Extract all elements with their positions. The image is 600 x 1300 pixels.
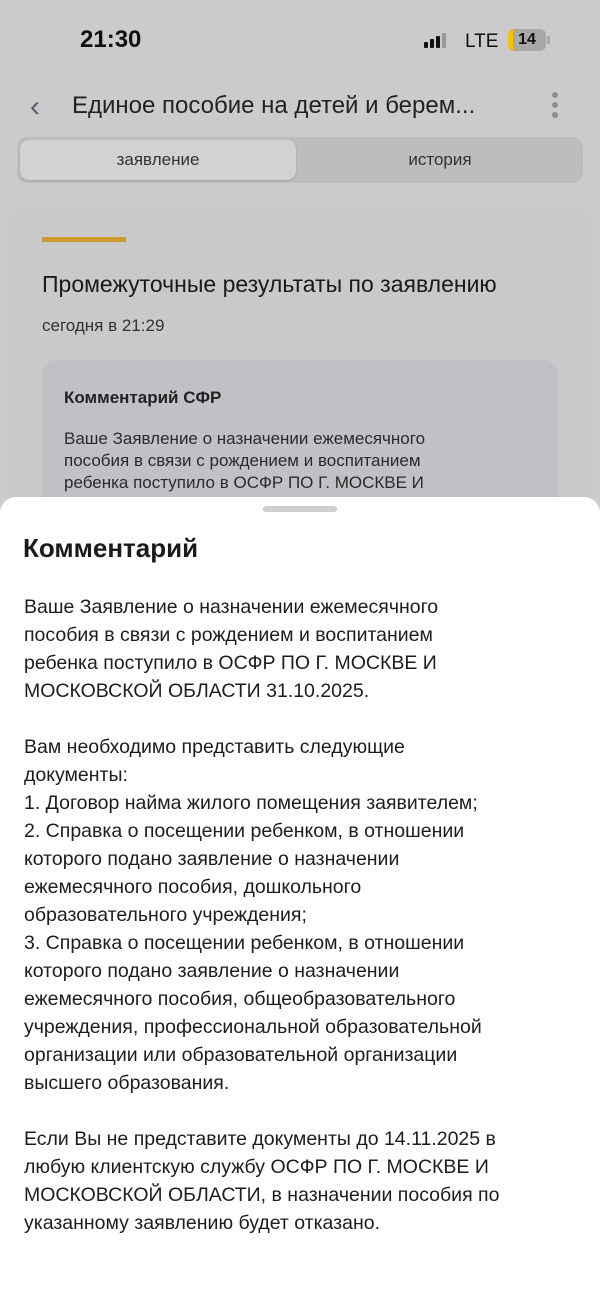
comment-bottom-sheet	[0, 497, 600, 1300]
comment-title: Комментарий СФР	[64, 388, 222, 407]
tab-application[interactable]: заявление	[116, 150, 200, 169]
segmented-tabs	[17, 137, 583, 183]
sheet-text-line: которого подано заявление о назначении	[24, 960, 400, 982]
clock: 21:30	[80, 26, 142, 53]
sheet-text-line: ежемесячного пособия, дошкольного	[24, 876, 362, 898]
sheet-text-line: организации или образовательной организации	[24, 1044, 458, 1066]
sheet-text-line: документы:	[24, 764, 128, 786]
sheet-text-line: МОСКОВСКОЙ ОБЛАСТИ 31.10.2025.	[24, 680, 370, 702]
sheet-text-line: Ваше Заявление о назначении ежемесячного	[24, 596, 439, 618]
comment-line: Ваше Заявление о назначении ежемесячного	[64, 429, 426, 448]
sheet-grab-handle[interactable]	[263, 506, 337, 512]
comment-preview	[64, 428, 425, 494]
sheet-text-line: ежемесячного пособия, общеобразовательного	[24, 988, 456, 1010]
sheet-text-line: 1. Договор найма жилого помещения заявителем;	[24, 792, 478, 814]
sheet-title: Комментарий	[23, 533, 199, 563]
sheet-text-line: образовательного учреждения;	[24, 904, 307, 926]
card-date: сегодня в 21:29	[42, 316, 165, 335]
sheet-text-line: пособия в связи с рождением и воспитанием	[24, 624, 433, 646]
sheet-text-line: Если Вы не представите документы до 14.11.2025 в	[24, 1128, 496, 1150]
page-title: Единое пособие на детей и берем...	[72, 92, 476, 119]
sheet-text-line: 3. Справка о посещении ребенком, в отношении	[24, 932, 465, 954]
signal-icon	[424, 33, 446, 48]
sheet-text-line	[24, 1097, 499, 1125]
tab-history[interactable]: история	[408, 150, 472, 169]
network-type: LTE	[465, 31, 499, 52]
sheet-text-line: МОСКОВСКОЙ ОБЛАСТИ, в назначении пособия по	[24, 1184, 500, 1206]
battery-icon	[508, 29, 546, 51]
sheet-text-line: указанному заявлению будет отказано.	[24, 1212, 380, 1234]
status-bar	[0, 0, 600, 80]
sheet-text-line: 2. Справка о посещении ребенком, в отношении	[24, 820, 465, 842]
comment-line: ребенка поступило в ОСФР ПО Г. МОСКВЕ И	[64, 473, 424, 492]
battery-tip	[547, 36, 550, 44]
sheet-body	[24, 593, 499, 1237]
sheet-text-line	[24, 705, 499, 733]
accent-bar	[42, 237, 126, 242]
comment-line: пособия в связи с рождением и воспитанием	[64, 451, 421, 470]
sheet-text-line: которого подано заявление о назначении	[24, 848, 400, 870]
card-title: Промежуточные результаты по заявлению	[42, 271, 497, 297]
battery-level: 14	[518, 31, 536, 48]
more-options-icon[interactable]	[552, 92, 558, 118]
sheet-text-line: любую клиентскую службу ОСФР ПО Г. МОСКВЕ И	[24, 1156, 489, 1178]
back-chevron-icon[interactable]: ‹	[30, 90, 40, 123]
sheet-text-line: Вам необходимо представить следующие	[24, 736, 405, 758]
nav-bar	[0, 84, 600, 128]
sheet-text-line: учреждения, профессиональной образовательной	[24, 1016, 482, 1038]
sheet-text-line: высшего образования.	[24, 1072, 230, 1094]
sheet-text-line: ребенка поступило в ОСФР ПО Г. МОСКВЕ И	[24, 652, 437, 674]
